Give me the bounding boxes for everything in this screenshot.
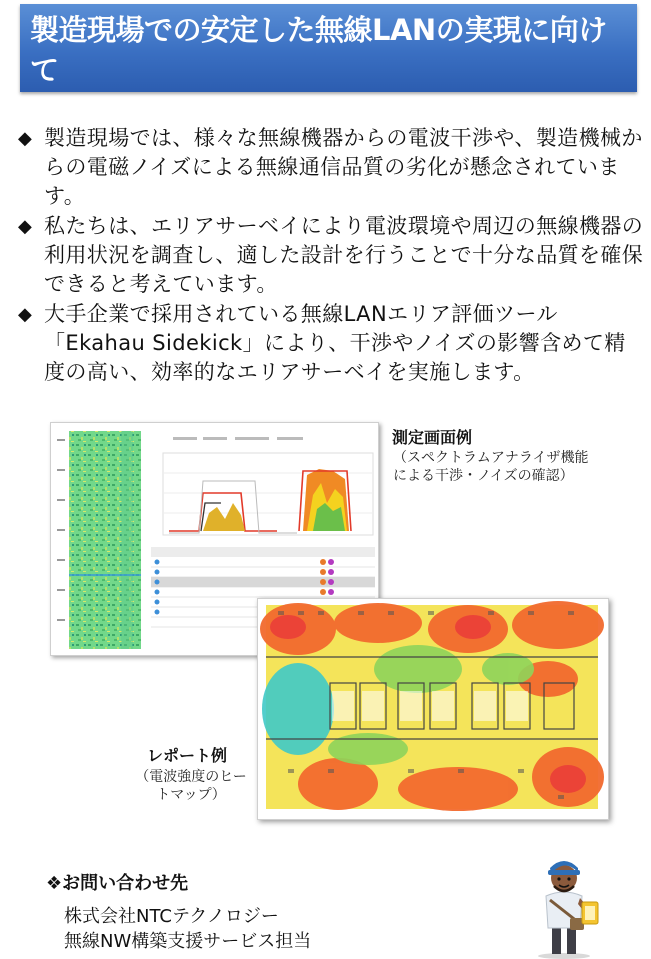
- bullet-text: 私たちは、エリアサーベイにより電波環境や周辺の無線機器の利用状況を調査し、適した設計を行うことで十分な品質を確保できると考えています。: [44, 214, 644, 296]
- bullet-item: [18, 212, 644, 299]
- measurement-caption: （スペクトラムアナライザ機能による干渉・ノイズの確認）: [393, 450, 589, 484]
- bullet-list: [18, 124, 644, 388]
- bullet-text: 大手企業で採用されている無線LANエリア評価ツール「Ekahau Sidekick」により、干渉やノイズの影響含めて精度の高い、効率的なエリアサーベイを実施します。: [44, 302, 626, 384]
- contact-company: 株式会社NTCテクノロジー: [64, 906, 279, 927]
- bullet-item: [18, 124, 644, 211]
- report-title: レポート例: [147, 746, 228, 765]
- diamond-bullet-icon: ◆: [18, 128, 33, 149]
- person-with-tablet-illustration: [524, 852, 604, 959]
- measurement-title: 測定画面例: [392, 428, 473, 447]
- page-title: 製造現場での安定した無線LANの実現に向けて: [30, 13, 607, 87]
- title-banner: [20, 4, 637, 92]
- diamond-bullet-icon: ◆: [18, 216, 33, 237]
- report-caption: （電波強度のヒートマップ）: [135, 769, 247, 803]
- contact-department: 無線NW構築支援サービス担当: [64, 931, 312, 952]
- bullet-text: 製造現場では、様々な無線機器からの電波干渉や、製造機械からの電磁ノイズによる無線通信品質の劣化が懸念されています。: [44, 126, 643, 208]
- heatmap-screenshot: [257, 598, 609, 820]
- contact-heading: ❖お問い合わせ先: [46, 873, 189, 894]
- diamond-bullet-icon: ◆: [18, 304, 33, 325]
- heatmap-screenshot-graphic: [258, 599, 608, 819]
- bullet-item: [18, 300, 644, 387]
